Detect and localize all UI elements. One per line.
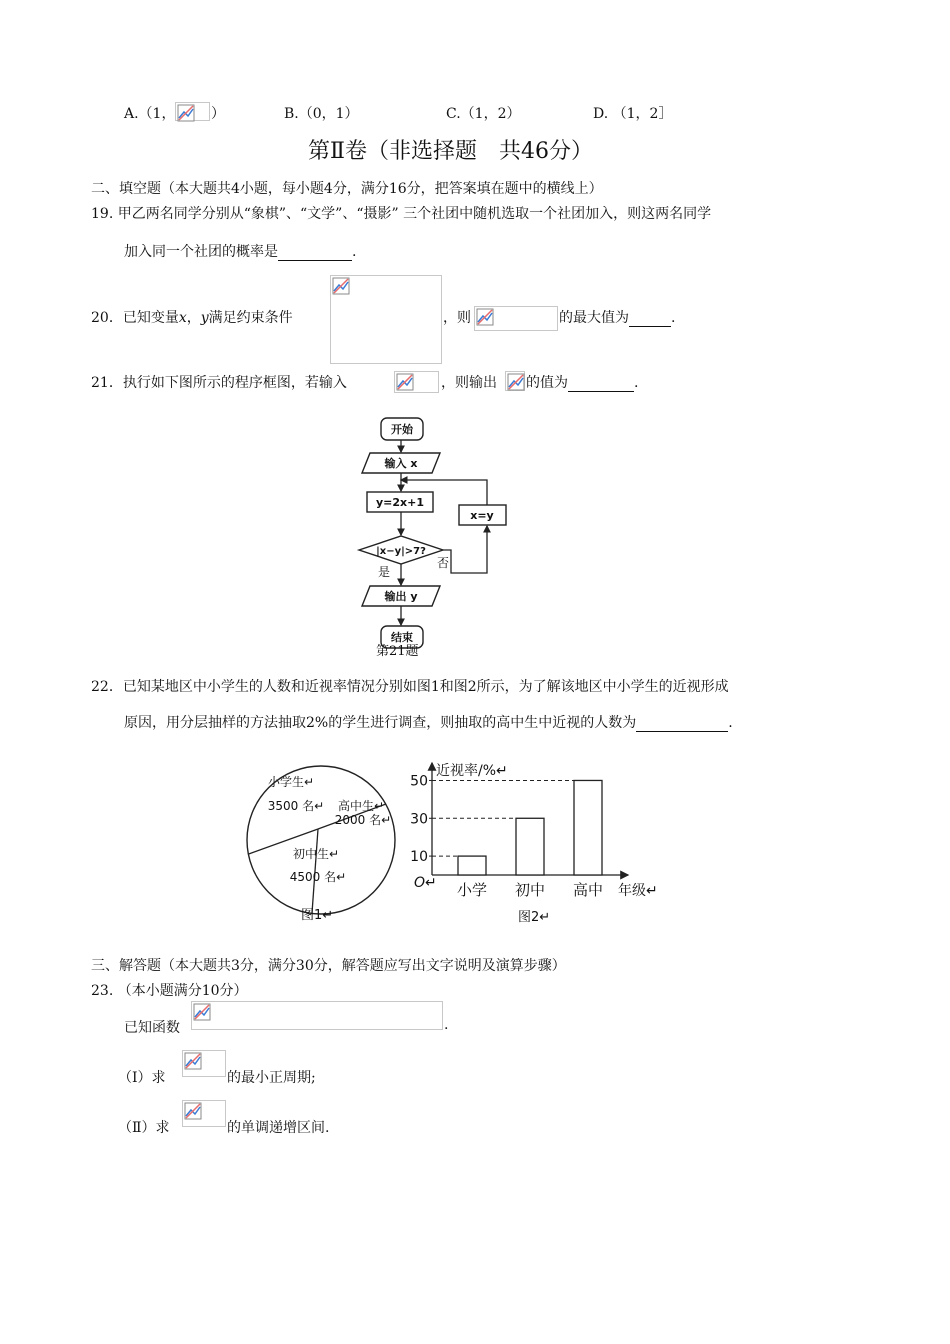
bar-y-label: 近视率/%↵ [436, 763, 508, 779]
q19-answer-blank [278, 244, 352, 261]
bar-marks [410, 773, 603, 899]
q23-part2-image [182, 1100, 226, 1127]
pie-label-high-name: 高中生↵ [337, 799, 385, 813]
q21-answer-blank [568, 375, 634, 392]
q20-var-y: y [200, 310, 209, 326]
broken-image-icon [476, 308, 494, 326]
flow-cond-label: |x−y|>7? [376, 546, 426, 557]
q20-line [91, 307, 293, 327]
flow-no-label: 否 [437, 556, 450, 570]
bar-ytick-label: 10 [410, 849, 428, 866]
flow-end-label: 结束 [391, 631, 413, 644]
q23-part1-image [182, 1050, 226, 1077]
bar-ytick-label: 30 [410, 811, 428, 828]
q21-output-image [505, 371, 525, 391]
broken-image-icon [177, 104, 195, 122]
q19-line2-end: . [352, 244, 357, 260]
flow-yes-label: 是 [378, 565, 391, 579]
q20-tail [559, 307, 675, 327]
q21-input-image [394, 371, 439, 393]
bar-caption: 图2↵ [518, 910, 551, 925]
q23-part2-suffix: 的单调递增区间. [227, 1120, 330, 1136]
broken-image-icon [507, 373, 525, 391]
pie-label-high-count: 2000 名↵ [334, 813, 392, 827]
flow-assign-label: y=2x+1 [375, 496, 425, 509]
choice-a-close: ） [211, 106, 225, 122]
section3-header: 三、解答题（本大题共3分，满分30分，解答题应写出文字说明及演算步骤） [91, 958, 566, 974]
bar-高中 [574, 780, 602, 875]
broken-image-icon [193, 1003, 211, 1021]
q21-figure-caption: 第21题 [376, 644, 419, 659]
bar-category-label: 高中 [572, 881, 604, 899]
q20-prefix: 20．已知变量 [91, 310, 179, 326]
q23-given: 已知函数 [124, 1020, 180, 1036]
q20-var-x: x [178, 310, 187, 326]
choice-a [124, 103, 175, 123]
q20-objective-image [474, 306, 558, 331]
pie-chart [236, 755, 406, 925]
q20-comma: ， [186, 310, 201, 326]
broken-image-icon [184, 1052, 202, 1070]
q19-line2-text: 加入同一个社团的概率是 [124, 244, 278, 260]
pie-caption: 图1↵ [301, 908, 334, 923]
q20-max: 的最大值为 [559, 310, 629, 326]
pie-label-primary-name: 小学生↵ [267, 775, 315, 789]
bar-chart [400, 755, 680, 905]
flow-input-label: 输入 x [384, 457, 418, 470]
choice-d: D. （1，2］ [593, 106, 673, 122]
flow-start-label: 开始 [391, 423, 413, 436]
q21-suffix: 的值为 [526, 375, 568, 391]
choice-b: B.（0，1） [284, 106, 359, 122]
q21-tail [526, 372, 638, 392]
pie-label-middle-name: 初中生↵ [292, 847, 340, 861]
q21-prefix: 21．执行如下图所示的程序框图，若输入 [91, 375, 347, 391]
broken-image-icon [332, 277, 350, 295]
q22-answer-blank [636, 715, 728, 732]
broken-image-icon [396, 373, 414, 391]
q21-end: . [634, 375, 639, 391]
section-title: 第Ⅱ卷（非选择题 共46分） [308, 139, 593, 164]
bar-category-label: 初中 [514, 881, 546, 899]
choice-a-text: A.（1， [124, 106, 176, 122]
q23-part1-prefix: （Ⅰ）求 [118, 1070, 166, 1086]
q23-given-end: . [444, 1017, 449, 1033]
q22-line2-text: 原因，用分层抽样的方法抽取2%的学生进行调查，则抽取的高中生中近视的人数为 [124, 715, 637, 731]
q23-part1-suffix: 的最小正周期; [227, 1070, 316, 1086]
pie-label-primary-count: 3500 名↵ [267, 799, 325, 813]
q19-line1: 19. 甲乙两名同学分别从“象棋”、“文学”、“摄影” 三个社团中随机选取一个社团加入，则这两名同学 [91, 206, 712, 222]
q23-function-image [191, 1001, 443, 1030]
flow-output-label: 输出 y [384, 590, 418, 603]
bar-小学 [458, 856, 486, 875]
q22-line1: 22．已知某地区中小学生的人数和近视率情况分别如图1和图2所示，为了解该地区中小学生的近视形成 [91, 679, 729, 695]
q22-line2-end: . [728, 715, 733, 731]
broken-image-icon [184, 1102, 202, 1120]
section2-header: 二、填空题（本大题共4小题，每小题4分，满分16分，把答案填在题中的横线上） [91, 181, 603, 197]
q20-end: . [671, 310, 676, 326]
bar-ytick-label: 50 [410, 773, 428, 790]
bar-x-label: 年级↵ [618, 883, 658, 899]
q20-then: ，则 [443, 310, 471, 326]
bar-origin-label: O↵ [414, 875, 437, 891]
q20-answer-blank [629, 310, 671, 327]
q23-title: 23. （本小题满分10分） [91, 983, 248, 999]
pie-label-middle-count: 4500 名↵ [289, 870, 347, 884]
q21-mid: ，则输出 [441, 375, 497, 391]
bar-初中 [516, 818, 544, 875]
choice-a-formula-image [175, 102, 210, 121]
flow-update-label: x=y [470, 509, 494, 522]
flowchart [350, 410, 510, 660]
choice-c: C.（1，2） [446, 106, 521, 122]
q22-line2 [124, 712, 733, 732]
q20-constraints-image [330, 275, 442, 364]
bar-category-label: 小学 [456, 881, 488, 899]
q19-line2 [124, 241, 356, 261]
q20-cond: 满足约束条件 [208, 310, 293, 326]
q23-part2-prefix: （Ⅱ）求 [118, 1120, 170, 1136]
